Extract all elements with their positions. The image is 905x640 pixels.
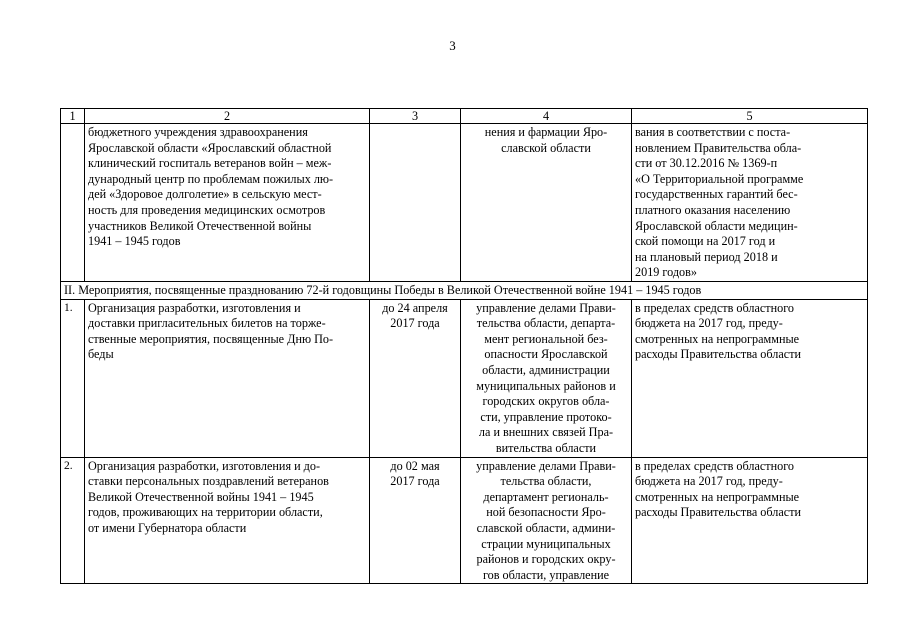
text-line: управление делами Прави- [476,458,616,473]
text-line: ла и внешних связей Пра- [478,425,614,440]
text-line: смотренных на непрограммные [635,489,800,504]
section-row [61,281,868,299]
text-line: ственные мероприятия, посвященные Дню По- [88,331,334,346]
row-number: 2. [61,457,85,584]
text-line: ность для проведения медицинских осмотров [88,202,326,217]
table-row [61,457,868,584]
column-header-1: 1 [61,109,85,124]
text-line: бюджетного учреждения здравоохранения [88,125,308,139]
continuation-funding [632,124,868,282]
text-line: 2017 года [390,474,440,489]
text-line: дународный центр по проблемам пожилых лю- [88,171,334,186]
text-line: тельства области, [500,474,592,489]
text-line: ской помощи на 2017 год и [635,234,776,249]
row-funding [632,299,868,457]
text-line: опасности Ярославской [484,347,608,362]
text-line: ставки персональных поздравлений ветеранов [88,474,329,489]
table-header-row [61,109,868,124]
text-line: сти, управление протоко- [480,409,612,424]
text-line: 1941 – 1945 годов [88,234,181,249]
text-line: 2019 годов» [635,265,698,280]
text-line: Ярославской области «Ярославский областной [88,140,332,155]
column-header-5: 5 [632,109,868,124]
text-line: 2017 года [390,316,440,331]
continuation-deadline [370,124,461,282]
text-line: на плановый период 2018 и [635,249,778,264]
text-line: мент региональной без- [484,331,608,346]
text-line: Великой Отечественной войны 1941 – 1945 [88,489,314,504]
text-line: Организация разработки, изготовления и до- [88,458,321,473]
text-line: бюджета на 2017 год, преду- [635,474,783,489]
text-line: муниципальных районов и [476,378,616,393]
text-line: платного оказания населению [635,202,791,217]
continuation-row [61,124,868,282]
continuation-description [85,124,370,282]
text-line: беды [88,347,114,362]
events-table [60,108,868,584]
text-line: ной безопасности Яро- [486,505,606,520]
text-line: годов, проживающих на территории области, [88,505,323,520]
text-line: «О Территориальной программе [635,171,804,186]
row-funding [632,457,868,584]
row-deadline [370,299,461,457]
text-line: дей «Здоровое долголетие» в сельскую мест- [88,187,322,202]
text-line: расходы Правительства области [635,505,802,520]
text-line: в пределах средств областного [635,458,795,473]
table-row [61,299,868,457]
text-line: сти от 30.12.2016 № 1369-п [635,156,778,171]
text-line: новлением Правительства обла- [635,140,802,155]
text-line: тельства области, департа- [476,316,616,331]
text-line: клинический госпиталь ветеранов войн – меж- [88,156,332,171]
text-line: департамент региональ- [483,489,609,504]
column-header-4: 4 [461,109,632,124]
text-line: славской области [501,140,591,155]
text-line: бюджета на 2017 год, преду- [635,316,783,331]
text-line: славской области, админи- [476,520,616,535]
text-line: городских округов обла- [482,394,610,409]
text-line: нения и фармации Яро- [484,125,608,139]
row-responsible [461,457,632,584]
column-header-3: 3 [370,109,461,124]
text-line: гов области, управление [482,567,610,582]
text-line: государственных гарантий бес- [635,187,798,202]
text-line: страции муниципальных [481,536,611,551]
text-line: вительства области [495,440,597,455]
row-responsible [461,299,632,457]
text-line: районов и городских окру- [476,552,616,567]
text-line: Ярославской области медицин- [635,218,798,233]
row-description [85,457,370,584]
row-deadline [370,457,461,584]
continuation-responsible [461,124,632,282]
text-line: до 02 мая [390,458,440,473]
text-line: управление делами Прави- [476,300,616,315]
text-line: от имени Губернатора области [88,520,247,535]
section-title: II. Мероприятия, посвященные празднованию 72-й годовщины Победы в Великой Отечественной войне 1941 – 1945 годов [61,281,868,299]
text-line: вания в соответствии с поста- [635,125,791,139]
text-line: до 24 апреля [382,300,448,315]
text-line: участников Великой Отечественной войны [88,218,312,233]
row-description [85,299,370,457]
text-line: доставки пригласительных билетов на торже- [88,316,326,331]
column-header-2: 2 [85,109,370,124]
page-number: 3 [449,38,456,53]
text-line: расходы Правительства области [635,347,802,362]
text-line: смотренных на непрограммные [635,331,800,346]
text-line: Организация разработки, изготовления и [88,300,301,315]
continuation-num [61,124,85,282]
text-line: области, администрации [482,362,610,377]
text-line: в пределах средств областного [635,300,795,315]
row-number: 1. [61,299,85,457]
